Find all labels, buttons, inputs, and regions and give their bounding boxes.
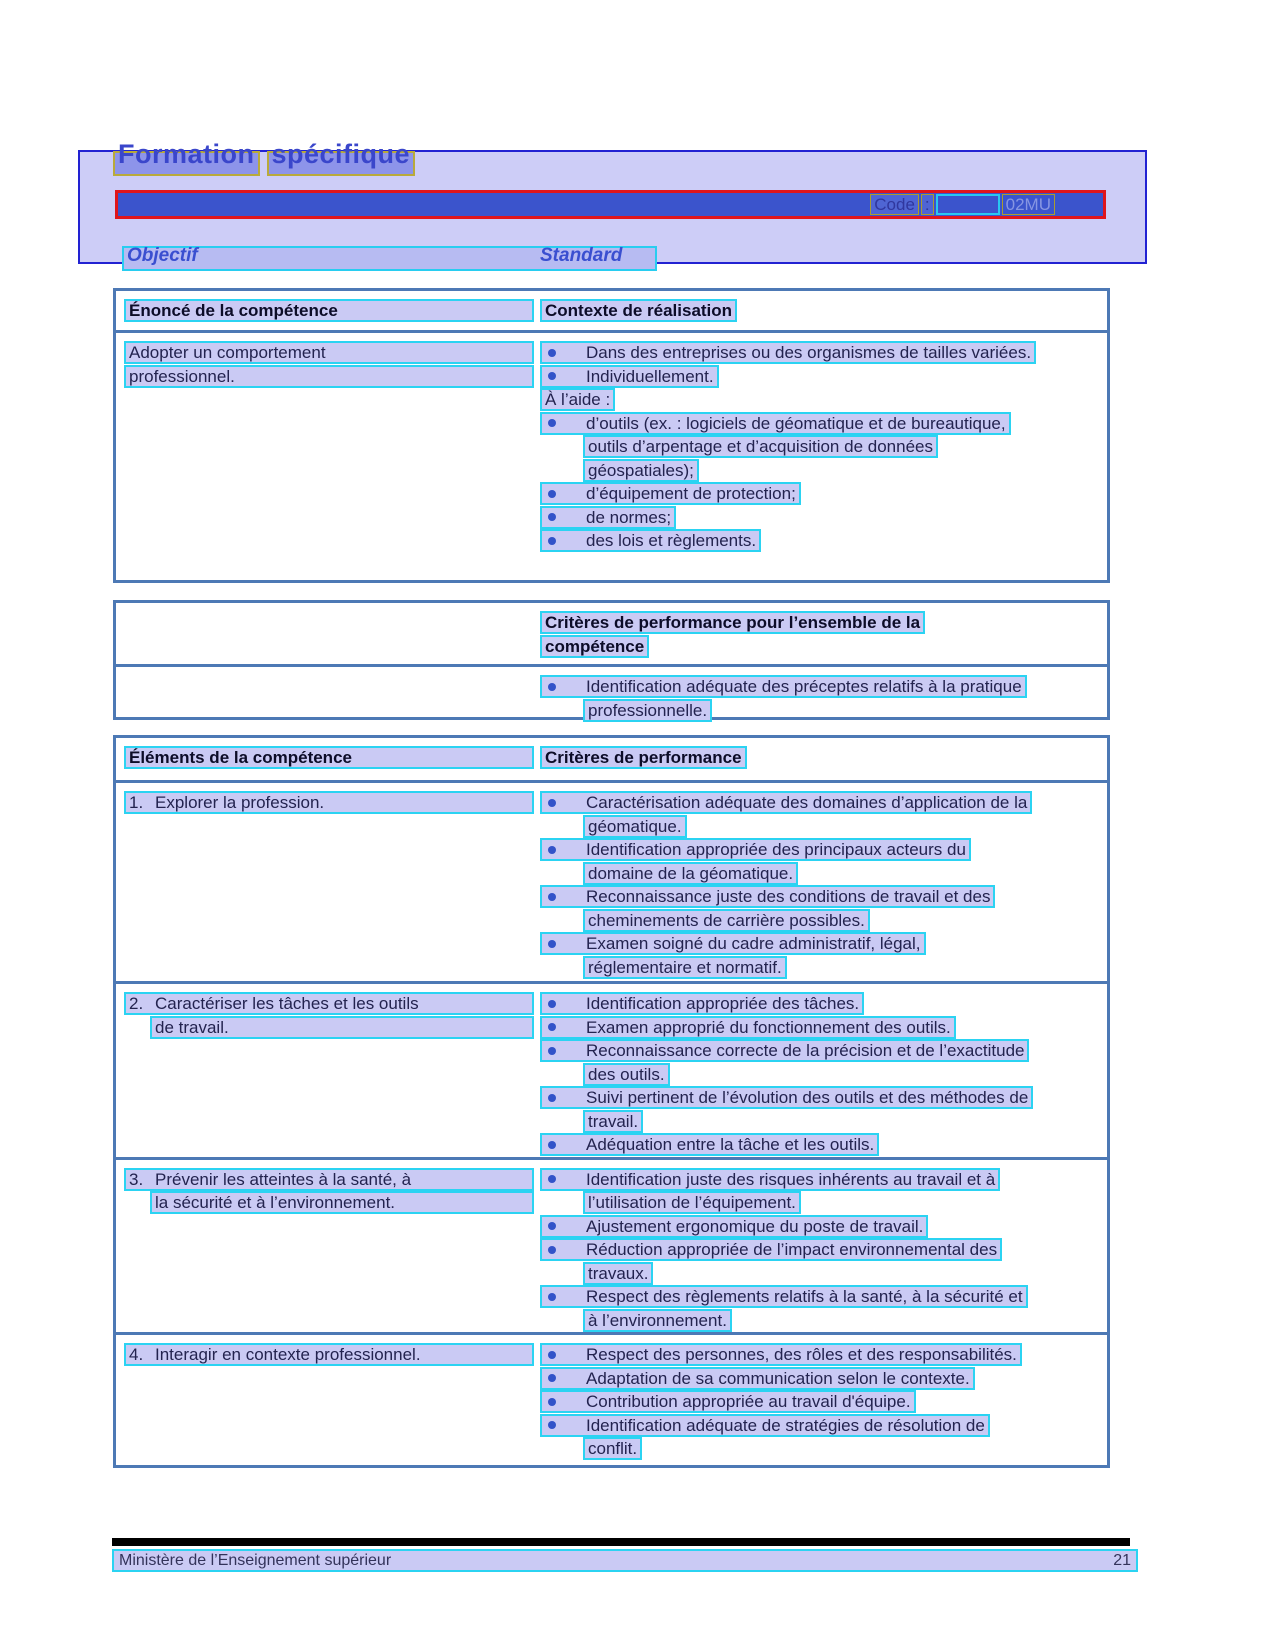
bullet-icon [548, 1293, 556, 1301]
text-line [538, 388, 1107, 412]
bullet-icon [548, 372, 556, 380]
numbered-line [122, 791, 538, 815]
performance-criteria-table [113, 600, 1110, 720]
line-text: outils d’arpentage et d’acquisition de données [588, 437, 933, 456]
line-text: la sécurité et à l’environnement. [155, 1193, 396, 1212]
code-label: Code [870, 194, 919, 215]
text-highlight [540, 506, 676, 529]
line-text: cheminements de carrière possibles. [588, 910, 865, 930]
text-line [538, 611, 1107, 635]
text-line [538, 1262, 1107, 1286]
standard-heading: Standard [540, 245, 623, 266]
code-value: 02MU [1002, 194, 1055, 215]
text-line [538, 815, 1107, 839]
line-text: Réduction appropriée de l’impact environnemental des [586, 1240, 998, 1259]
text-highlight [150, 1016, 534, 1039]
line-text: Identification adéquate des préceptes relatifs à la pratique [586, 677, 1022, 696]
bullet-line [538, 791, 1107, 815]
line-text: Identification juste des risques inhérents au travail et à [586, 1169, 996, 1189]
line-text: Adopter un comportement [129, 343, 326, 362]
table3-header-left: Éléments de la compétence [129, 748, 352, 767]
line-text: Contribution appropriée au travail d'équipe. [586, 1392, 911, 1411]
text-highlight [124, 791, 534, 814]
bullet-line [538, 1168, 1107, 1192]
text-highlight [150, 1191, 534, 1214]
criteria-cell [538, 783, 1107, 981]
text-highlight [583, 1309, 732, 1332]
text-highlight [540, 611, 925, 634]
bullet-icon [548, 799, 556, 807]
text-line [538, 956, 1107, 980]
text-highlight [540, 1285, 1028, 1308]
competence-elements-table [113, 735, 1110, 1468]
bullet-icon [548, 1222, 556, 1230]
table1-body-row [116, 333, 1107, 553]
text-highlight [583, 435, 938, 458]
line-text: À l’aide : [545, 390, 611, 409]
objectif-heading: Objectif [127, 245, 198, 266]
bullet-icon [548, 1398, 556, 1406]
line-text: Explorer la profession. [155, 793, 325, 812]
line-text: Dans des entreprises ou des organismes de tailles variées. [586, 343, 1032, 362]
line-text: Prévenir les atteintes à la santé, à [155, 1169, 412, 1189]
line-text: conflit. [588, 1439, 638, 1458]
bullet-line [538, 341, 1107, 365]
table1-header-right-cell [538, 291, 1107, 330]
line-text: Interagir en contexte professionnel. [155, 1345, 421, 1364]
text-highlight [540, 791, 1032, 814]
text-highlight [540, 412, 1011, 435]
text-highlight [540, 1016, 956, 1039]
text-highlight [124, 365, 534, 388]
bullet-icon [548, 1374, 556, 1382]
bullet-icon [548, 1023, 556, 1031]
item-number: 4. [129, 1345, 144, 1364]
bullet-icon [548, 1094, 556, 1102]
text-highlight [540, 932, 926, 955]
text-highlight [583, 815, 687, 838]
text-highlight [583, 1063, 670, 1086]
text-highlight [540, 1414, 990, 1437]
text-highlight [124, 341, 534, 364]
bullet-line [538, 1039, 1107, 1063]
bullet-line [538, 1367, 1107, 1391]
line-text: à l’environnement. [588, 1310, 727, 1330]
text-highlight [540, 885, 995, 908]
table-row [116, 1157, 1107, 1333]
table3-header-left-cell [116, 738, 538, 780]
text-highlight [583, 862, 798, 885]
table-row [116, 981, 1107, 1157]
text-line [538, 1063, 1107, 1087]
line-text: Caractérisation adéquate des domaines d’application de la [586, 793, 1028, 812]
text-line [538, 909, 1107, 933]
line-text: de normes; [586, 507, 672, 527]
text-highlight [540, 529, 761, 552]
text-line [538, 1437, 1107, 1461]
table2-right-cell [538, 667, 1107, 722]
table1-header-left: Énoncé de la compétence [129, 301, 338, 320]
text-highlight [540, 1343, 1022, 1366]
page-title-word-2: spécifique [267, 139, 416, 173]
text-highlight [540, 1238, 1002, 1261]
item-number: 3. [129, 1169, 144, 1189]
table1-left-cell [116, 333, 538, 553]
numbered-line [122, 1343, 538, 1367]
footer-divider [112, 1538, 1130, 1546]
text-highlight [540, 1133, 879, 1156]
page-number: 21 [1113, 1551, 1131, 1569]
text-highlight [540, 341, 1036, 364]
bullet-line [538, 1343, 1107, 1367]
text-highlight [540, 1168, 1000, 1191]
table1-header-left-cell [116, 291, 538, 330]
bullet-line [538, 675, 1107, 699]
competence-statement-table [113, 288, 1110, 583]
code-highlight-spacer [936, 194, 1000, 215]
bullet-line [538, 885, 1107, 909]
element-cell [116, 783, 538, 981]
criteria-cell [538, 984, 1107, 1157]
line-text: travail. [588, 1111, 639, 1131]
line-text: de travail. [155, 1017, 229, 1037]
footer [112, 1549, 1138, 1572]
line-text: géomatique. [588, 816, 682, 836]
line-text: Adaptation de sa communication selon le contexte. [586, 1368, 970, 1388]
table3-header-row [116, 738, 1107, 783]
line-text: Suivi pertinent de l’évolution des outils et des méthodes de [586, 1088, 1029, 1107]
ministry-label: Ministère de l’Enseignement supérieur [119, 1551, 392, 1569]
bullet-line [538, 1086, 1107, 1110]
line-text: des outils. [588, 1064, 665, 1084]
numbered-line [122, 992, 538, 1016]
bullet-icon [548, 1421, 556, 1429]
bullet-line [538, 482, 1107, 506]
objectif-standard-row [122, 246, 657, 271]
element-cell [116, 1160, 538, 1333]
text-highlight [540, 365, 719, 388]
text-highlight [540, 1039, 1029, 1062]
line-text: professionnelle. [588, 700, 708, 720]
text-highlight [583, 909, 870, 932]
text-highlight [124, 992, 534, 1015]
text-highlight [583, 459, 699, 482]
text-line [538, 459, 1107, 483]
bullet-icon [548, 1246, 556, 1254]
bullet-icon [548, 490, 556, 498]
line-text: compétence [545, 636, 645, 656]
element-cell [116, 1335, 538, 1461]
table1-right-cell [538, 333, 1107, 553]
bullet-line [538, 992, 1107, 1016]
code-colon: : [921, 194, 934, 215]
bullet-line [538, 838, 1107, 862]
text-line [538, 699, 1107, 723]
table3-header-right-cell [538, 738, 1107, 780]
bullet-line [538, 529, 1107, 553]
text-highlight [540, 388, 615, 411]
bullet-line [538, 1414, 1107, 1438]
item-number: 2. [129, 994, 144, 1013]
table1-header-row [116, 291, 1107, 333]
bullet-line [538, 365, 1107, 389]
code-bar [115, 190, 1106, 219]
text-highlight [124, 1168, 534, 1191]
text-highlight [540, 675, 1027, 698]
line-text: professionnel. [129, 366, 235, 386]
table-row [116, 783, 1107, 981]
text-line [538, 1309, 1107, 1333]
table2-header-right-cell [538, 603, 1107, 664]
line-text: Examen soigné du cadre administratif, légal, [586, 934, 921, 953]
line-text: Identification appropriée des tâches. [586, 994, 860, 1013]
text-line [538, 1191, 1107, 1215]
text-highlight [583, 956, 787, 979]
bullet-line [538, 506, 1107, 530]
bullet-icon [548, 1175, 556, 1183]
text-highlight [124, 1343, 534, 1366]
line-text: Respect des règlements relatifs à la santé, à la sécurité et [586, 1287, 1023, 1306]
text-line [538, 1110, 1107, 1134]
criteria-cell [538, 1160, 1107, 1333]
table2-header-row [116, 603, 1107, 667]
table-row [116, 1332, 1107, 1461]
line-text: Reconnaissance juste des conditions de travail et des [586, 887, 991, 906]
line-text: Individuellement. [586, 366, 714, 386]
bullet-icon [548, 349, 556, 357]
item-number: 1. [129, 793, 144, 812]
text-line [122, 365, 538, 389]
table2-left-cell [116, 667, 538, 722]
text-line [538, 435, 1107, 459]
bullet-line [538, 1133, 1107, 1157]
line-text: Examen approprié du fonctionnement des outils. [586, 1017, 951, 1037]
line-text: Ajustement ergonomique du poste de travail. [586, 1216, 924, 1236]
text-highlight [583, 699, 712, 722]
line-text: Respect des personnes, des rôles et des responsabilités. [586, 1345, 1017, 1364]
line-text: travaux. [588, 1263, 649, 1283]
line-text: Critères de performance pour l’ensemble de la [545, 613, 921, 632]
element-cell [116, 984, 538, 1157]
text-highlight [540, 1367, 975, 1390]
bullet-icon [548, 893, 556, 901]
text-highlight [540, 838, 971, 861]
bullet-line [538, 412, 1107, 436]
line-text: Identification adéquate de stratégies de résolution de [586, 1415, 985, 1435]
line-text: d’équipement de protection; [586, 484, 796, 503]
text-highlight [540, 482, 801, 505]
bullet-icon [548, 1351, 556, 1359]
page-title-word-1: Formation [113, 139, 260, 173]
line-text: Adéquation entre la tâche et les outils. [586, 1135, 875, 1154]
line-text: géospatiales); [588, 460, 694, 480]
table2-body-row [116, 667, 1107, 722]
bullet-icon [548, 940, 556, 948]
line-text: l’utilisation de l’équipement. [588, 1193, 796, 1212]
text-highlight [540, 992, 864, 1015]
text-highlight [540, 635, 649, 658]
text-highlight [583, 1191, 801, 1214]
bullet-line [538, 932, 1107, 956]
bullet-line [538, 1285, 1107, 1309]
bullet-line [538, 1390, 1107, 1414]
line-text: domaine de la géomatique. [588, 863, 794, 883]
text-line [538, 862, 1107, 886]
text-line [122, 341, 538, 365]
table2-header-left-cell [116, 603, 538, 664]
line-text: réglementaire et normatif. [588, 957, 782, 977]
table3-header-right: Critères de performance [545, 748, 742, 767]
page-title [113, 139, 415, 173]
text-highlight [540, 1390, 916, 1413]
bullet-icon [548, 537, 556, 545]
line-text: Reconnaissance correcte de la précision et de l’exactitude [586, 1041, 1025, 1060]
text-line [122, 1191, 538, 1215]
bullet-icon [548, 1141, 556, 1149]
bullet-line [538, 1016, 1107, 1040]
line-text: d’outils (ex. : logiciels de géomatique et de bureautique, [586, 413, 1006, 433]
text-highlight [583, 1437, 642, 1460]
text-highlight [540, 1086, 1033, 1109]
text-highlight [583, 1262, 653, 1285]
line-text: Identification appropriée des principaux acteurs du [586, 840, 966, 859]
table1-header-right: Contexte de réalisation [545, 301, 733, 320]
bullet-icon [548, 1000, 556, 1008]
text-line [122, 1016, 538, 1040]
text-highlight [583, 1110, 643, 1133]
bullet-icon [548, 1047, 556, 1055]
bullet-icon [548, 513, 556, 521]
bullet-icon [548, 419, 556, 427]
criteria-cell [538, 1335, 1107, 1461]
bullet-line [538, 1238, 1107, 1262]
text-line [538, 635, 1107, 659]
bullet-line [538, 1215, 1107, 1239]
text-highlight [540, 1215, 928, 1238]
numbered-line [122, 1168, 538, 1192]
bullet-icon [548, 846, 556, 854]
line-text: des lois et règlements. [586, 531, 757, 550]
line-text: Caractériser les tâches et les outils [155, 994, 419, 1013]
bullet-icon [548, 683, 556, 691]
